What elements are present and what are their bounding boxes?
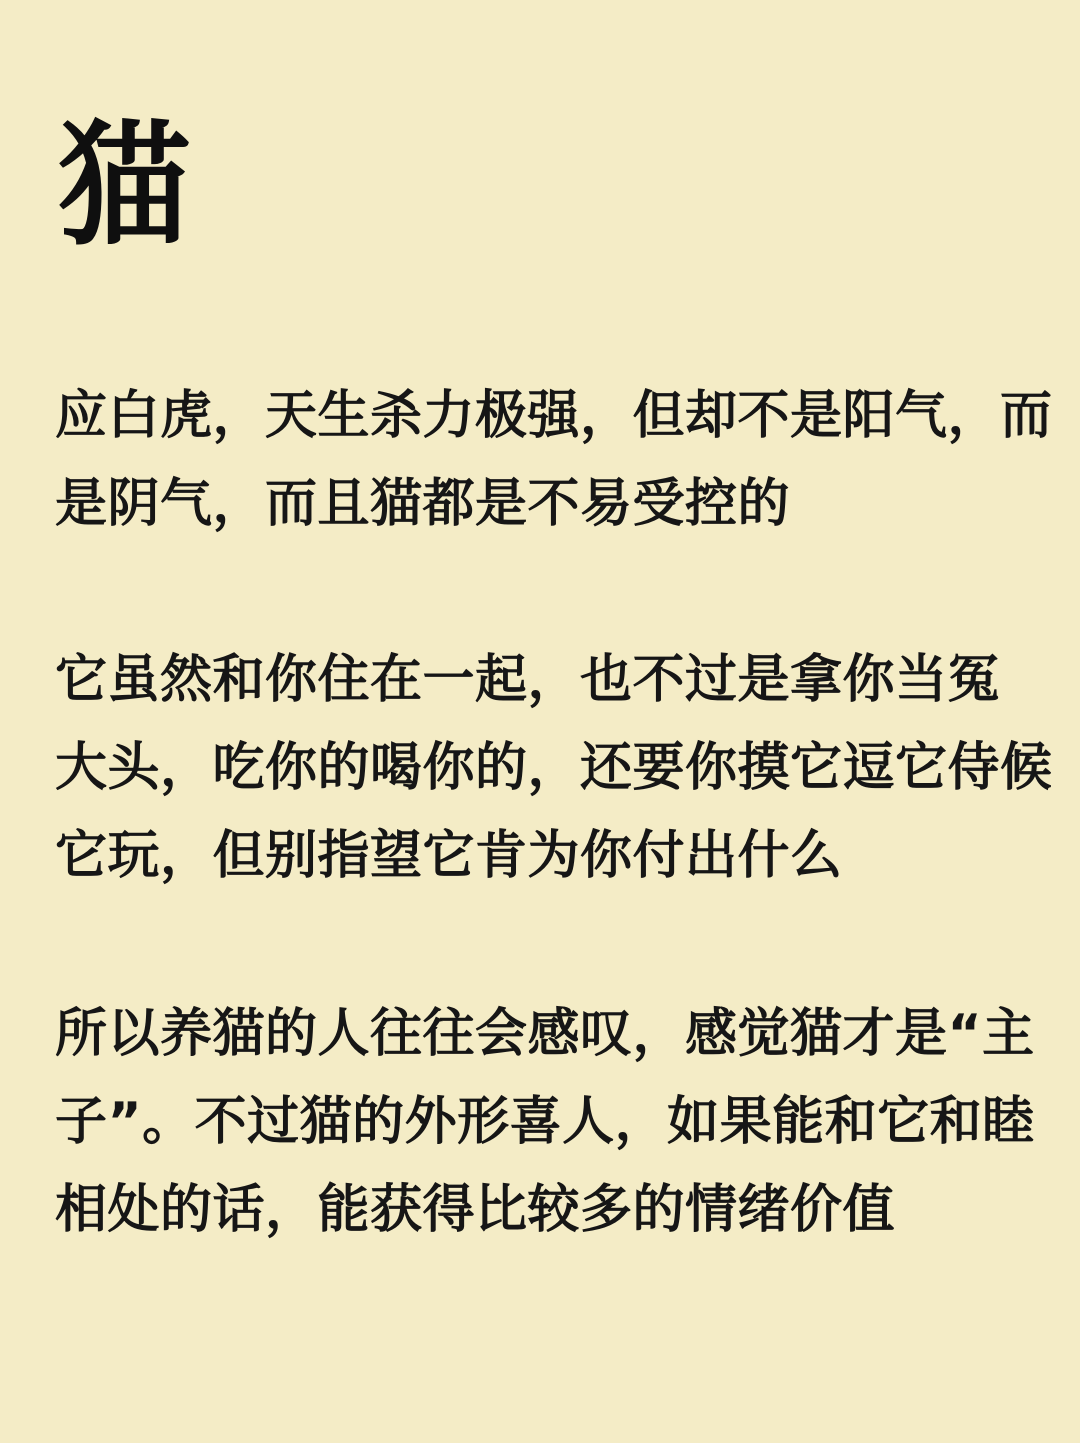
- paragraph-line: 它虽然和你住在一起，也不过是拿你当冤: [55, 650, 1001, 710]
- paragraph-line: 是阴气，而且猫都是不易受控的: [55, 474, 791, 534]
- paragraph-line: 应白虎，天生杀力极强，但却不是阳气，而: [55, 386, 1053, 446]
- paragraph-line: 大头，吃你的喝你的，还要你摸它逗它侍候: [55, 738, 1053, 798]
- paragraph-2: [55, 636, 1053, 900]
- paragraph-3: [55, 990, 1035, 1254]
- paragraph-line: 相处的话，能获得比较多的情绪价值: [55, 1180, 896, 1240]
- paragraph-line: 子”。不过猫的外形喜人，如果能和它和睦: [55, 1092, 1035, 1152]
- page-title: 猫: [58, 106, 190, 265]
- paragraph-line: 它玩，但别指望它肯为你付出什么: [55, 826, 843, 886]
- paragraph-1: [55, 372, 1053, 548]
- paragraph-line: 所以养猫的人往往会感叹，感觉猫才是“主: [55, 1004, 1035, 1064]
